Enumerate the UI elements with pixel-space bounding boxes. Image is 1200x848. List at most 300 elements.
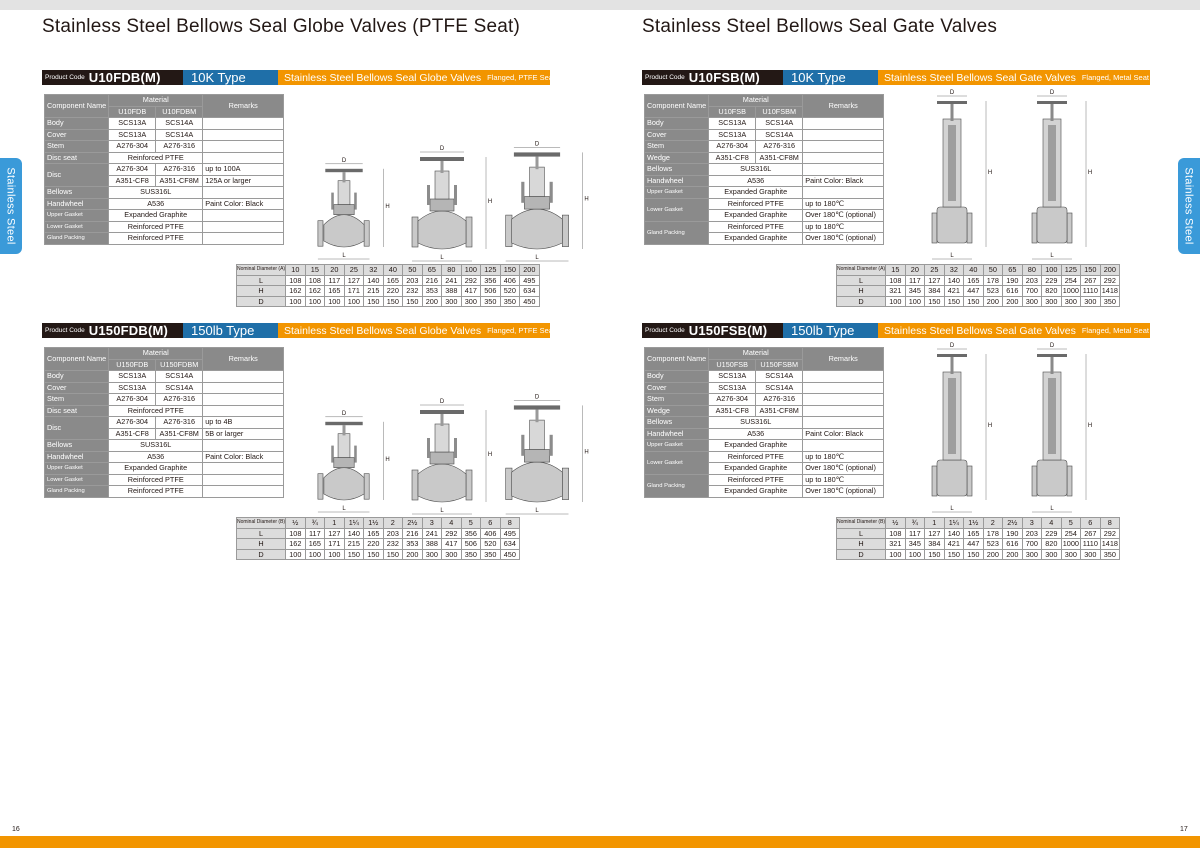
material-value: A276-316 bbox=[756, 141, 803, 153]
material-value: A276-304 bbox=[109, 141, 156, 153]
remarks-value bbox=[203, 233, 284, 245]
dimension-value: 100 bbox=[886, 549, 906, 560]
remarks-value bbox=[203, 129, 284, 141]
valve-flange bbox=[466, 217, 472, 247]
component-name: Disc bbox=[45, 417, 109, 440]
dimension-value: 447 bbox=[964, 539, 984, 550]
product-description-box bbox=[278, 70, 556, 85]
dimension-label: L bbox=[237, 275, 286, 286]
nominal-size: 150 bbox=[500, 265, 520, 276]
material-table-header-row bbox=[45, 348, 284, 360]
dimension-value: 229 bbox=[1042, 275, 1062, 286]
nominal-size: 15 bbox=[305, 265, 325, 276]
material-table-row bbox=[45, 221, 284, 233]
material-table-row bbox=[45, 440, 284, 452]
material-value: A276-304 bbox=[109, 394, 156, 406]
dimension-label: H bbox=[837, 539, 886, 550]
dimension-value: 292 bbox=[461, 275, 481, 286]
remarks-value bbox=[803, 405, 884, 417]
component-name: Gland Packing bbox=[45, 233, 109, 245]
dimension-value: 506 bbox=[461, 539, 481, 550]
remarks-value bbox=[203, 187, 284, 199]
nominal-diameter-label: Nominal Diameter (B) bbox=[837, 518, 886, 529]
nominal-size: 200 bbox=[1100, 265, 1120, 276]
header-model: U10FSBM bbox=[756, 106, 803, 118]
material-value: A351-CF8M bbox=[156, 175, 203, 187]
remarks-value bbox=[803, 417, 884, 429]
component-name: Stem bbox=[45, 394, 109, 406]
material-value: Reinforced PTFE bbox=[109, 405, 203, 417]
remarks-value bbox=[803, 152, 884, 164]
nominal-size: ½ bbox=[886, 518, 906, 529]
material-table-row bbox=[645, 382, 884, 394]
remarks-value: up to 180℃ bbox=[803, 221, 884, 233]
valve-bellows bbox=[1048, 378, 1056, 454]
material-table-row bbox=[45, 198, 284, 210]
dimension-value: 345 bbox=[905, 286, 925, 297]
remarks-value: Over 180℃ (optional) bbox=[803, 463, 884, 475]
dimension-value: 216 bbox=[422, 275, 442, 286]
dimension-value: 232 bbox=[403, 286, 423, 297]
drawing-label-d: D bbox=[1049, 343, 1055, 349]
product-bar bbox=[642, 323, 1150, 338]
nominal-size: 50 bbox=[403, 265, 423, 276]
dimension-value: 232 bbox=[383, 539, 403, 550]
dimension-value: 634 bbox=[520, 286, 540, 297]
remarks-value bbox=[803, 382, 884, 394]
dimension-value: 178 bbox=[983, 275, 1003, 286]
valve-handwheel bbox=[937, 101, 967, 104]
valve-handwheel bbox=[420, 410, 464, 414]
material-table-row bbox=[45, 382, 284, 394]
dimension-value: 108 bbox=[886, 528, 906, 539]
dimension-value: 321 bbox=[886, 286, 906, 297]
valve-handwheel bbox=[1037, 101, 1067, 104]
dimension-value: 190 bbox=[1003, 528, 1023, 539]
dimension-value: 117 bbox=[905, 275, 925, 286]
remarks-value: 125A or larger bbox=[203, 175, 284, 187]
material-value: A276-304 bbox=[709, 141, 756, 153]
component-name: Body bbox=[645, 371, 709, 383]
material-value: A351-CF8 bbox=[109, 175, 156, 187]
dimension-value: 127 bbox=[344, 275, 364, 286]
valve-flange bbox=[1067, 466, 1072, 496]
component-name: Wedge bbox=[645, 405, 709, 417]
material-table-row bbox=[645, 394, 884, 406]
material-value: SCS13A bbox=[709, 118, 756, 130]
drawing-label-d: D bbox=[534, 141, 540, 148]
dimension-value: 300 bbox=[442, 549, 462, 560]
valve-yoke bbox=[338, 434, 350, 458]
header-component-name: Component Name bbox=[45, 348, 109, 371]
dimension-value: 200 bbox=[983, 296, 1003, 307]
dimension-value: 1110 bbox=[1081, 539, 1101, 550]
gate-valve-drawing bbox=[882, 87, 1172, 312]
valve-stem bbox=[951, 103, 954, 121]
product-description-box bbox=[878, 323, 1150, 338]
dimension-label: L bbox=[837, 275, 886, 286]
valve-body bbox=[512, 462, 563, 502]
nominal-size: 20 bbox=[325, 265, 345, 276]
valve-stem bbox=[343, 425, 346, 435]
dimension-value: 190 bbox=[1003, 275, 1023, 286]
dimension-label: H bbox=[237, 539, 286, 550]
remarks-value: Over 180℃ (optional) bbox=[803, 210, 884, 222]
drawing-label-d: D bbox=[341, 410, 347, 417]
globe-valve-drawing bbox=[282, 87, 589, 312]
dimension-value: 117 bbox=[325, 275, 345, 286]
material-table-row bbox=[45, 394, 284, 406]
material-value: Reinforced PTFE bbox=[109, 152, 203, 164]
valve-flange bbox=[506, 215, 512, 247]
remarks-value bbox=[203, 405, 284, 417]
side-tab-label: Stainless Steel bbox=[5, 167, 18, 245]
product-code: U10FSB(M) bbox=[688, 70, 760, 85]
valve-body bbox=[418, 464, 466, 502]
valve-handwheel bbox=[420, 157, 464, 161]
valve-stem bbox=[1051, 356, 1054, 374]
material-value: SCS14A bbox=[156, 129, 203, 141]
valve-flange bbox=[967, 213, 972, 243]
material-table-header-row bbox=[645, 348, 884, 360]
product-rating: 150lb Type bbox=[783, 323, 878, 338]
dimension-value: 200 bbox=[1003, 296, 1023, 307]
dimension-value: 203 bbox=[403, 275, 423, 286]
bottom-band bbox=[0, 836, 1200, 848]
material-value: SCS13A bbox=[109, 129, 156, 141]
dimension-value: 421 bbox=[944, 286, 964, 297]
page-number-right: 17 bbox=[1180, 826, 1188, 833]
valve-bonnet bbox=[524, 197, 549, 210]
dimension-value: 241 bbox=[442, 275, 462, 286]
product-code-label: Product Code bbox=[45, 74, 85, 81]
nominal-size: 65 bbox=[422, 265, 442, 276]
valve-yoke bbox=[530, 167, 545, 196]
header-material: Material bbox=[709, 95, 803, 107]
dimension-value: 300 bbox=[1081, 296, 1101, 307]
component-name: Disc seat bbox=[45, 405, 109, 417]
valve-body bbox=[937, 460, 967, 496]
dimension-value: 200 bbox=[403, 549, 423, 560]
material-table-row bbox=[645, 405, 884, 417]
material-value: Reinforced PTFE bbox=[109, 221, 203, 233]
remarks-value bbox=[203, 221, 284, 233]
header-component-name: Component Name bbox=[645, 95, 709, 118]
remarks-value: up to 180℃ bbox=[803, 198, 884, 210]
material-value: Reinforced PTFE bbox=[709, 474, 803, 486]
dimension-value: 495 bbox=[520, 275, 540, 286]
dimension-value: 100 bbox=[905, 296, 925, 307]
nominal-size: 25 bbox=[344, 265, 364, 276]
dimension-value: 1000 bbox=[1062, 286, 1079, 296]
material-table-row bbox=[45, 118, 284, 130]
dimension-value: 200 bbox=[983, 549, 1003, 560]
dimension-value: 200 bbox=[1003, 549, 1023, 560]
material-table-row bbox=[45, 417, 284, 429]
component-name: Handwheel bbox=[645, 175, 709, 187]
drawing-label-h: H bbox=[1087, 423, 1093, 429]
valve-bonnet bbox=[334, 458, 354, 468]
valve-bolt bbox=[521, 435, 524, 456]
valve-bolt bbox=[427, 185, 430, 205]
nominal-diameter-label: Nominal Diameter (B) bbox=[237, 518, 286, 529]
valve-bellows bbox=[1048, 125, 1056, 201]
drawing-label-d: D bbox=[439, 146, 445, 152]
dimension-value: 165 bbox=[964, 275, 984, 286]
component-name: Gland Packing bbox=[645, 474, 709, 497]
component-name: Bellows bbox=[645, 417, 709, 429]
nominal-size: 80 bbox=[442, 265, 462, 276]
material-table bbox=[44, 347, 284, 498]
material-value: SCS13A bbox=[709, 129, 756, 141]
dimension-value: 162 bbox=[305, 286, 325, 297]
dimension-value: 356 bbox=[481, 275, 501, 286]
nominal-size: 1½ bbox=[364, 518, 384, 529]
remarks-value bbox=[803, 394, 884, 406]
remarks-value: up to 180℃ bbox=[803, 451, 884, 463]
material-value: SCS13A bbox=[109, 382, 156, 394]
remarks-value: Paint Color: Black bbox=[803, 175, 884, 187]
dimension-value: 300 bbox=[1022, 549, 1042, 560]
material-value: Reinforced PTFE bbox=[709, 198, 803, 210]
material-value: SUS316L bbox=[709, 417, 803, 429]
material-table-row bbox=[645, 164, 884, 176]
material-table-row bbox=[645, 221, 884, 233]
nominal-size: 100 bbox=[1042, 265, 1062, 276]
valve-body bbox=[937, 207, 967, 243]
dimension-value: 345 bbox=[905, 539, 925, 550]
header-remarks: Remarks bbox=[203, 348, 284, 371]
product-code-label: Product Code bbox=[45, 327, 85, 334]
dimension-value: 162 bbox=[286, 539, 306, 550]
material-table-row bbox=[645, 141, 884, 153]
dimension-value: 406 bbox=[500, 275, 520, 286]
valve-stem bbox=[536, 157, 539, 170]
component-name: Cover bbox=[45, 129, 109, 141]
material-value: SCS13A bbox=[709, 382, 756, 394]
dimension-value: 203 bbox=[1022, 528, 1042, 539]
material-value: A276-316 bbox=[156, 164, 203, 176]
dimension-value: 300 bbox=[1022, 296, 1042, 307]
nominal-size: 15 bbox=[886, 265, 906, 276]
material-value: Reinforced PTFE bbox=[709, 221, 803, 233]
dimension-value: 1000 bbox=[1062, 539, 1079, 549]
valve-bellows bbox=[948, 125, 956, 201]
valve-handwheel bbox=[325, 169, 362, 172]
nominal-size: 50 bbox=[983, 265, 1003, 276]
valve-yoke bbox=[435, 424, 449, 452]
dimension-value: 215 bbox=[364, 286, 384, 297]
dimension-label: H bbox=[837, 286, 886, 297]
material-value: Expanded Graphite bbox=[709, 486, 803, 498]
material-table-row bbox=[645, 428, 884, 440]
dimension-value: 117 bbox=[905, 528, 925, 539]
dimension-value: 150 bbox=[944, 549, 964, 560]
component-name: Upper Gasket bbox=[645, 440, 709, 452]
material-value: SCS14A bbox=[756, 371, 803, 383]
material-table-row bbox=[645, 175, 884, 187]
product-bar bbox=[642, 70, 1150, 85]
material-table-row bbox=[645, 371, 884, 383]
dimension-value: 388 bbox=[422, 539, 442, 550]
valve-flange bbox=[364, 474, 369, 500]
remarks-value bbox=[803, 187, 884, 199]
side-tab-left bbox=[0, 158, 22, 254]
product-code-box bbox=[642, 70, 783, 85]
valve-flange bbox=[967, 466, 972, 496]
material-table-row bbox=[45, 129, 284, 141]
nominal-size: 125 bbox=[1061, 265, 1081, 276]
remarks-value bbox=[203, 463, 284, 475]
material-value: Expanded Graphite bbox=[709, 440, 803, 452]
drawing-label-l: L bbox=[342, 253, 346, 259]
product-description: Stainless Steel Bellows Seal Globe Valves bbox=[284, 71, 482, 84]
nominal-size: 32 bbox=[364, 265, 384, 276]
dimension-value: 203 bbox=[1022, 275, 1042, 286]
dimension-value: 150 bbox=[364, 296, 384, 307]
nominal-size: 65 bbox=[1003, 265, 1023, 276]
nominal-size: 200 bbox=[520, 265, 540, 276]
dimension-value: 506 bbox=[481, 286, 501, 297]
valve-body bbox=[1037, 460, 1067, 496]
remarks-value bbox=[203, 486, 284, 498]
material-table-row bbox=[45, 187, 284, 199]
product-code-box bbox=[42, 323, 183, 338]
dimension-value: 350 bbox=[1100, 296, 1120, 307]
material-value: SCS14A bbox=[756, 118, 803, 130]
material-table-row bbox=[45, 152, 284, 164]
dimension-value: 150 bbox=[383, 296, 403, 307]
page-title-left: Stainless Steel Bellows Seal Globe Valves (PTFE Seat) bbox=[42, 16, 521, 37]
component-name: Stem bbox=[645, 394, 709, 406]
remarks-value bbox=[203, 210, 284, 222]
header-material: Material bbox=[109, 95, 203, 107]
dimension-value: 215 bbox=[344, 539, 364, 550]
product-code: U150FSB(M) bbox=[688, 323, 768, 338]
dimension-value: 300 bbox=[461, 296, 481, 307]
nominal-diameter-label: Nominal Diameter (A) bbox=[237, 265, 286, 276]
material-table-row bbox=[645, 417, 884, 429]
dimension-value: 140 bbox=[344, 528, 364, 539]
dimension-value: 165 bbox=[964, 528, 984, 539]
dimension-value: 100 bbox=[305, 549, 325, 560]
nominal-size: 100 bbox=[461, 265, 481, 276]
material-value: SCS14A bbox=[156, 371, 203, 383]
header-remarks: Remarks bbox=[203, 95, 284, 118]
component-name: Upper Gasket bbox=[45, 210, 109, 222]
remarks-value: Over 180℃ (optional) bbox=[803, 233, 884, 245]
dimension-value: 300 bbox=[1061, 549, 1081, 560]
material-value: SCS13A bbox=[109, 118, 156, 130]
dimension-value: 171 bbox=[344, 286, 364, 297]
dimension-value: 384 bbox=[925, 539, 945, 550]
dimension-value: 292 bbox=[442, 528, 462, 539]
dimension-value: 616 bbox=[1003, 286, 1023, 297]
product-description-box bbox=[878, 70, 1150, 85]
dimension-value: 520 bbox=[500, 286, 520, 297]
valve-stem bbox=[441, 161, 444, 173]
material-table-row bbox=[45, 141, 284, 153]
nominal-size: 5 bbox=[461, 518, 481, 529]
nominal-size: 8 bbox=[500, 518, 520, 529]
dimension-value: 127 bbox=[925, 275, 945, 286]
valve-flange bbox=[1032, 213, 1037, 243]
dimension-value: 300 bbox=[1042, 549, 1062, 560]
remarks-value: up to 100A bbox=[203, 164, 284, 176]
component-name: Disc seat bbox=[45, 152, 109, 164]
drawing-label-l: L bbox=[342, 506, 346, 512]
dimension-value: 100 bbox=[344, 296, 364, 307]
nominal-size: 25 bbox=[925, 265, 945, 276]
header-model: U150FDBM bbox=[156, 359, 203, 371]
remarks-value bbox=[203, 382, 284, 394]
header-material: Material bbox=[709, 348, 803, 360]
dimension-value: 300 bbox=[1081, 549, 1101, 560]
nominal-size: 150 bbox=[1081, 265, 1101, 276]
valve-flange bbox=[932, 466, 937, 496]
dimension-value: 100 bbox=[905, 549, 925, 560]
product-description-box bbox=[278, 323, 556, 338]
material-value: A276-304 bbox=[709, 394, 756, 406]
product-code-box bbox=[42, 70, 183, 85]
material-value: Expanded Graphite bbox=[709, 187, 803, 199]
nominal-size: 20 bbox=[905, 265, 925, 276]
drawing-label-h: H bbox=[487, 199, 493, 205]
dimension-value: 220 bbox=[383, 286, 403, 297]
component-name: Stem bbox=[45, 141, 109, 153]
dimension-value: 150 bbox=[964, 296, 984, 307]
material-value: Reinforced PTFE bbox=[109, 233, 203, 245]
component-name: Bellows bbox=[645, 164, 709, 176]
header-model: U150FSB bbox=[709, 359, 756, 371]
product-description-sub: Flanged, PTFE Seat bbox=[487, 326, 556, 335]
remarks-value bbox=[203, 440, 284, 452]
header-model: U10FDB bbox=[109, 106, 156, 118]
material-table-row bbox=[645, 187, 884, 199]
material-table-row bbox=[45, 233, 284, 245]
nominal-size: 80 bbox=[1022, 265, 1042, 276]
dimension-value: 417 bbox=[461, 286, 481, 297]
dimension-value: 616 bbox=[1003, 539, 1023, 550]
component-name: Body bbox=[45, 371, 109, 383]
dimension-value: 292 bbox=[1100, 528, 1120, 539]
dimension-value: 350 bbox=[500, 296, 520, 307]
dimension-value: 1110 bbox=[1081, 286, 1101, 297]
nominal-size: 2½ bbox=[1003, 518, 1023, 529]
valve-bonnet bbox=[430, 199, 454, 211]
nominal-size: 8 bbox=[1100, 518, 1120, 529]
nominal-size: 10 bbox=[286, 265, 306, 276]
material-value: A276-316 bbox=[156, 394, 203, 406]
remarks-value bbox=[803, 118, 884, 130]
component-name: Lower Gasket bbox=[45, 221, 109, 233]
remarks-value bbox=[203, 474, 284, 486]
component-name: Lower Gasket bbox=[645, 198, 709, 221]
dimension-value: 100 bbox=[305, 296, 325, 307]
dimension-value: 350 bbox=[461, 549, 481, 560]
globe-valve-drawing bbox=[282, 340, 589, 565]
dimension-value: 150 bbox=[964, 549, 984, 560]
component-name: Lower Gasket bbox=[45, 474, 109, 486]
material-value: Reinforced PTFE bbox=[709, 451, 803, 463]
valve-flange bbox=[318, 474, 323, 500]
component-name: Handwheel bbox=[645, 428, 709, 440]
material-value: SUS316L bbox=[109, 440, 203, 452]
material-table bbox=[44, 94, 284, 245]
drawing-label-d: D bbox=[949, 343, 955, 349]
material-table-header-row bbox=[45, 95, 284, 107]
nominal-size: 2½ bbox=[403, 518, 423, 529]
